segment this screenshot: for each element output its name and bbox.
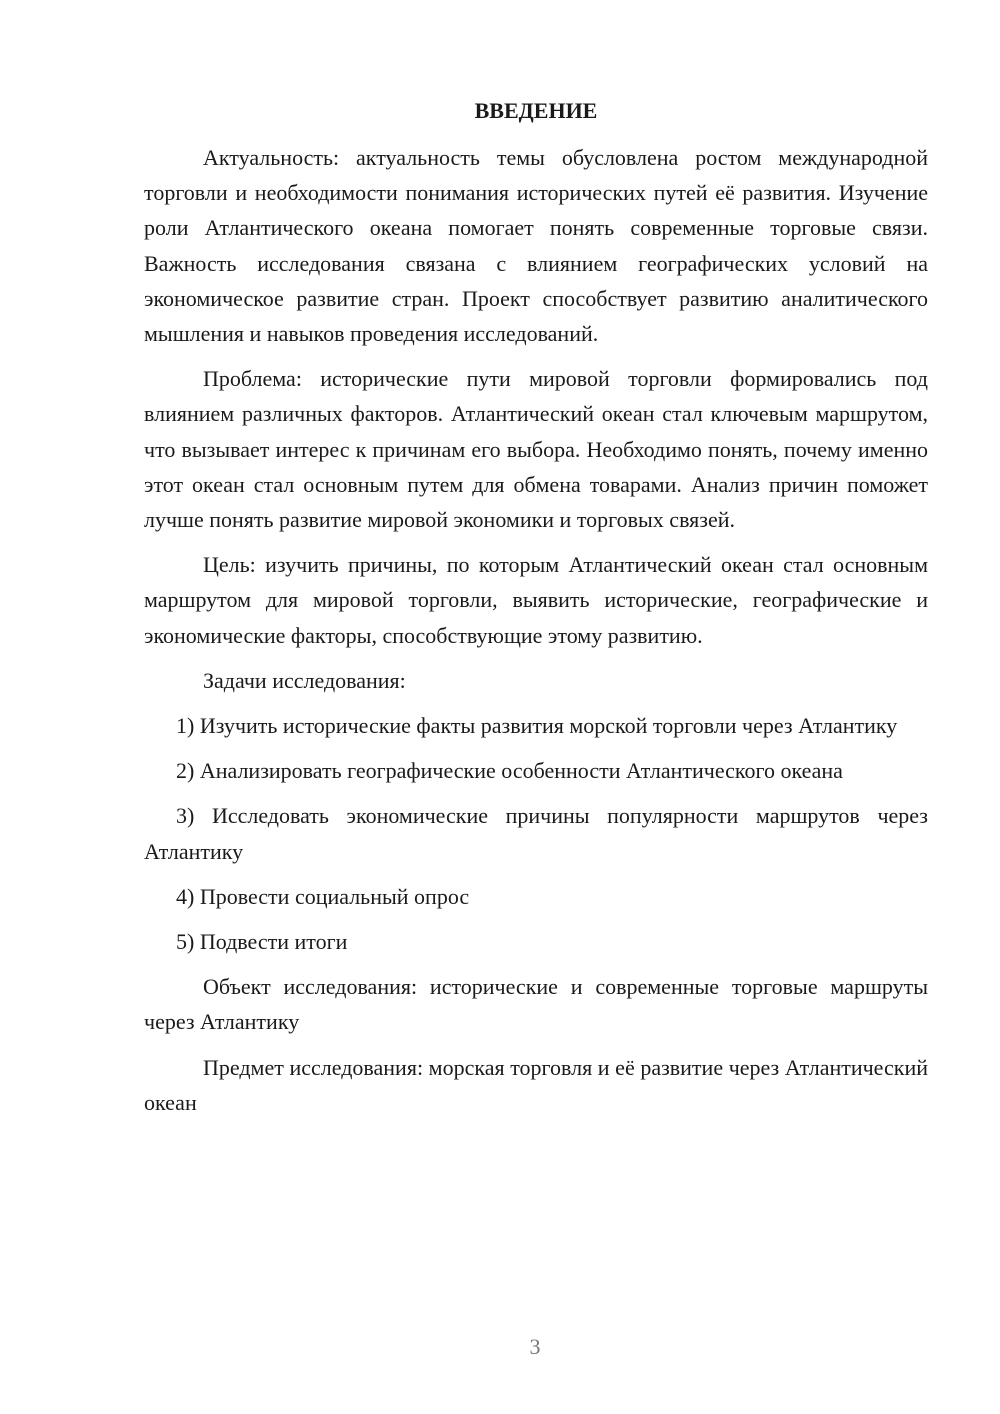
task-item-4: 4) Провести социальный опрос xyxy=(176,883,470,909)
page-content xyxy=(144,96,928,1120)
paragraph-goal: Цель: изучить причины, по которым Атлантический океан стал основным маршрутом для мировой торговли, выявить исторические, географические и экономические факторы, способствующие этому развитию. xyxy=(144,552,928,648)
task-item-2: 2) Анализировать географические особенности Атлантического океана xyxy=(176,758,843,784)
paragraph-problem: Проблема: исторические пути мировой торговли формировались под влиянием различных факторов. Атлантический океан стал ключевым маршрутом, что вызывает интерес к причинам его выбора. Необходимо понять, почему именно этот океан стал основным путем для обмена товарами. Анализ причин поможет лучше понять развитие мировой экономики и торговых связей. xyxy=(144,366,928,533)
page-title: ВВЕДЕНИЕ xyxy=(474,98,598,123)
task-item-1: 1) Изучить исторические факты развития морской торговли через Атлантику xyxy=(176,713,898,739)
paragraph-object: Объект исследования: исторические и современные торговые маршруты через Атлантику xyxy=(144,974,928,1035)
paragraph-relevance: Актуальность: актуальность темы обусловлена ростом международной торговли и необходимости понимания исторических путей её развития. Изучение роли Атлантического океана помогает понять современные торговые связи. Важность исследования связана с влиянием географических условий на экономическое развитие стран. Проект способствует развитию аналитического мышления и навыков проведения исследований. xyxy=(144,145,928,347)
paragraph-subject: Предмет исследования: морская торговля и её развитие через Атлантический океан xyxy=(144,1054,928,1115)
tasks-heading: Задачи исследования: xyxy=(203,667,406,693)
page-number: 3 xyxy=(529,1334,541,1359)
task-item-3: 3) Исследовать экономические причины популярности маршрутов через Атлантику xyxy=(144,803,928,864)
task-item-5: 5) Подвести итоги xyxy=(176,929,348,955)
